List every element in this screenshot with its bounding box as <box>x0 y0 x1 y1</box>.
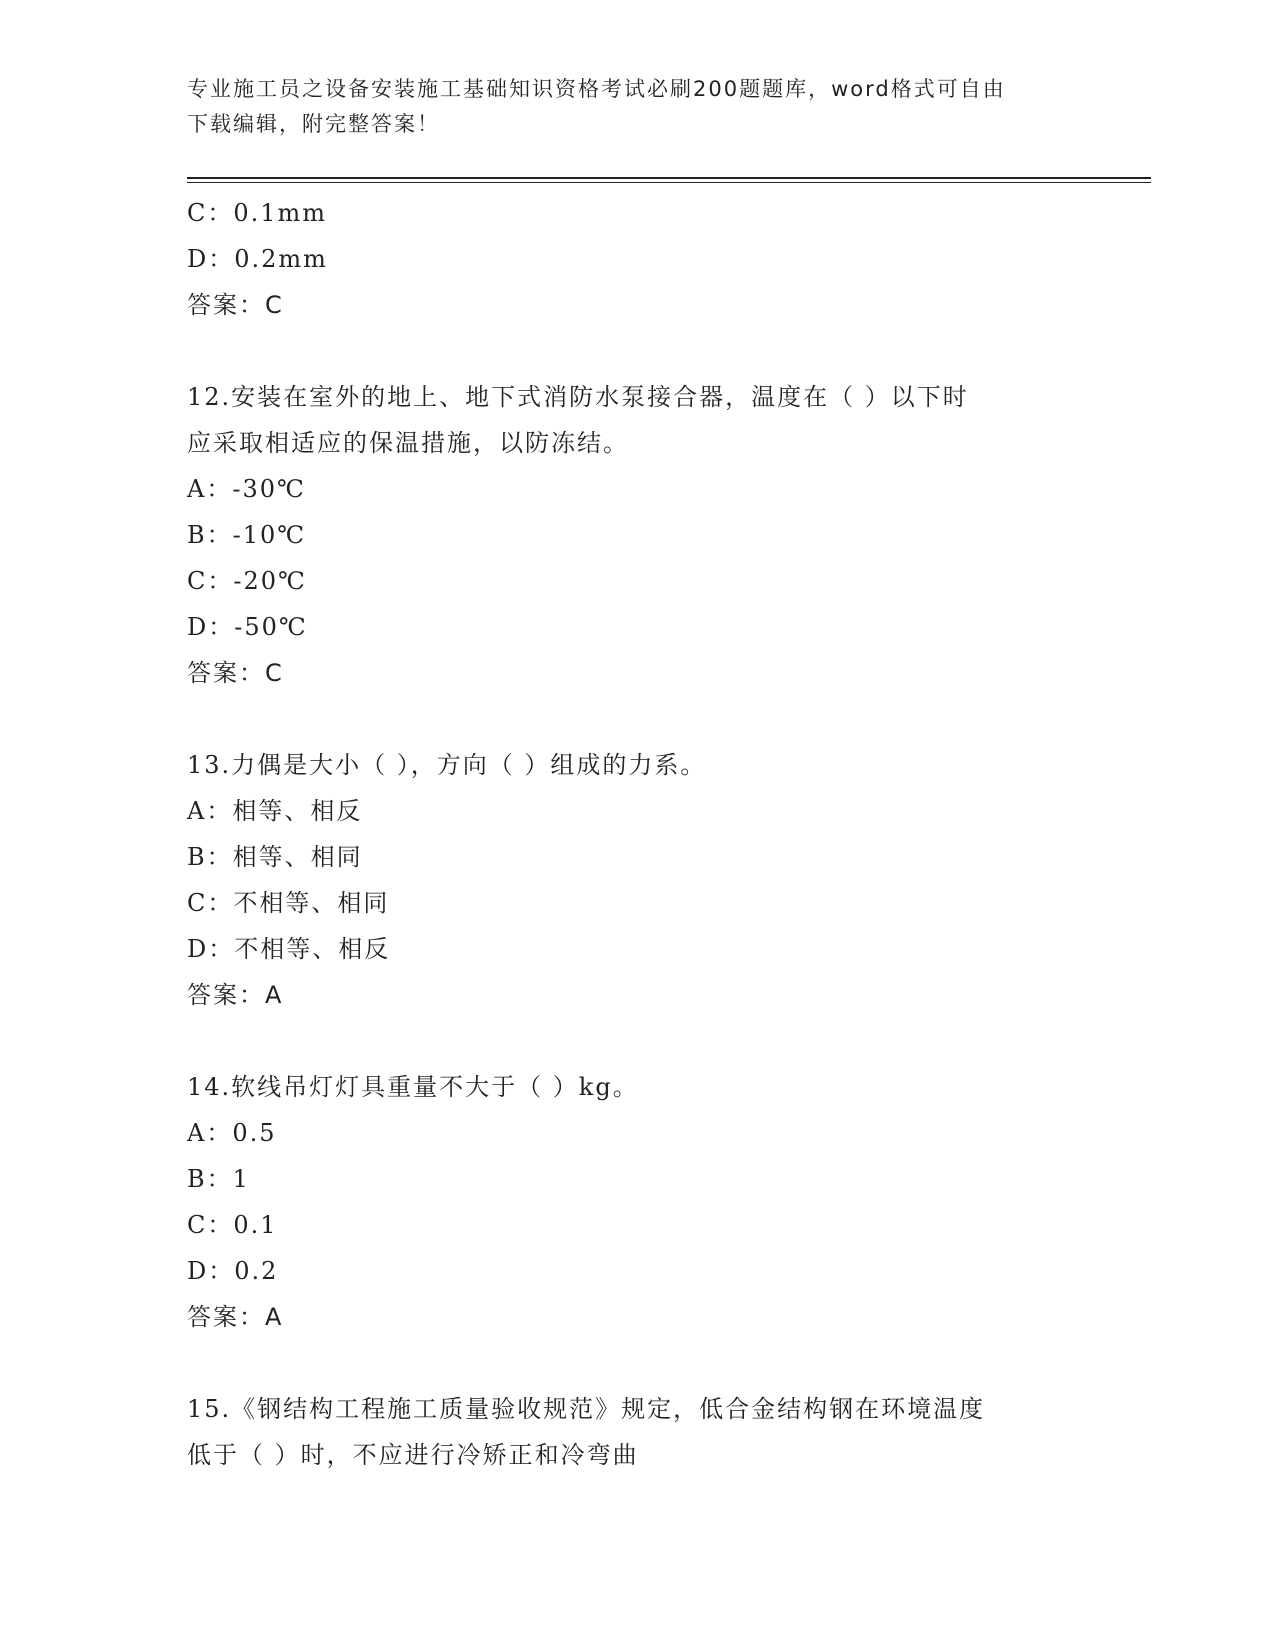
question-12 <box>187 374 1151 696</box>
question-12-answer: 答案：C <box>187 659 284 687</box>
question-list <box>187 190 1151 1478</box>
question-14-option-a: A：0.5 <box>187 1119 277 1147</box>
question-13 <box>187 742 1151 1018</box>
prev-answer: 答案：C <box>187 291 284 319</box>
header-rule-thin <box>187 182 1151 183</box>
document-header <box>187 72 1077 142</box>
question-12-option-b: B：-10℃ <box>187 521 307 549</box>
question-12-option-a: A：-30℃ <box>187 475 306 503</box>
question-14-option-d: D：0.2 <box>187 1257 279 1285</box>
header-line-2: 下载编辑，附完整答案！ <box>187 112 440 136</box>
prev-option-c: C：0.1mm <box>187 199 328 227</box>
question-13-option-d: D：不相等、相反 <box>187 935 391 963</box>
question-14-answer: 答案：A <box>187 1303 284 1331</box>
header-line-1: 专业施工员之设备安装施工基础知识资格考试必刷200题题库，word格式可自由 <box>187 77 1006 101</box>
question-15 <box>187 1386 1151 1478</box>
question-13-text: 13.力偶是大小（ ），方向（ ）组成的力系。 <box>187 751 707 779</box>
prev-option-d: D：0.2mm <box>187 245 328 273</box>
question-15-text-2: 低于（ ）时，不应进行冷矫正和冷弯曲 <box>187 1441 639 1469</box>
question-13-option-b: B：相等、相同 <box>187 843 363 871</box>
question-13-option-c: C：不相等、相同 <box>187 889 390 917</box>
header-rule-thick <box>187 177 1151 179</box>
question-13-option-a: A：相等、相反 <box>187 797 363 825</box>
question-12-text-1: 12.安装在室外的地上、地下式消防水泵接合器，温度在（ ）以下时 <box>187 383 969 411</box>
question-13-answer: 答案：A <box>187 981 284 1009</box>
question-12-option-c: C：-20℃ <box>187 567 307 595</box>
question-15-text-1: 15.《钢结构工程施工质量验收规范》规定，低合金结构钢在环境温度 <box>187 1395 986 1423</box>
question-12-option-d: D：-50℃ <box>187 613 308 641</box>
question-12-text-2: 应采取相适应的保温措施，以防冻结。 <box>187 429 629 457</box>
question-14-option-b: B：1 <box>187 1165 250 1193</box>
question-14-option-c: C：0.1 <box>187 1211 278 1239</box>
question-14 <box>187 1064 1151 1340</box>
question-14-text: 14.软线吊灯灯具重量不大于（ ）kg。 <box>187 1073 639 1101</box>
